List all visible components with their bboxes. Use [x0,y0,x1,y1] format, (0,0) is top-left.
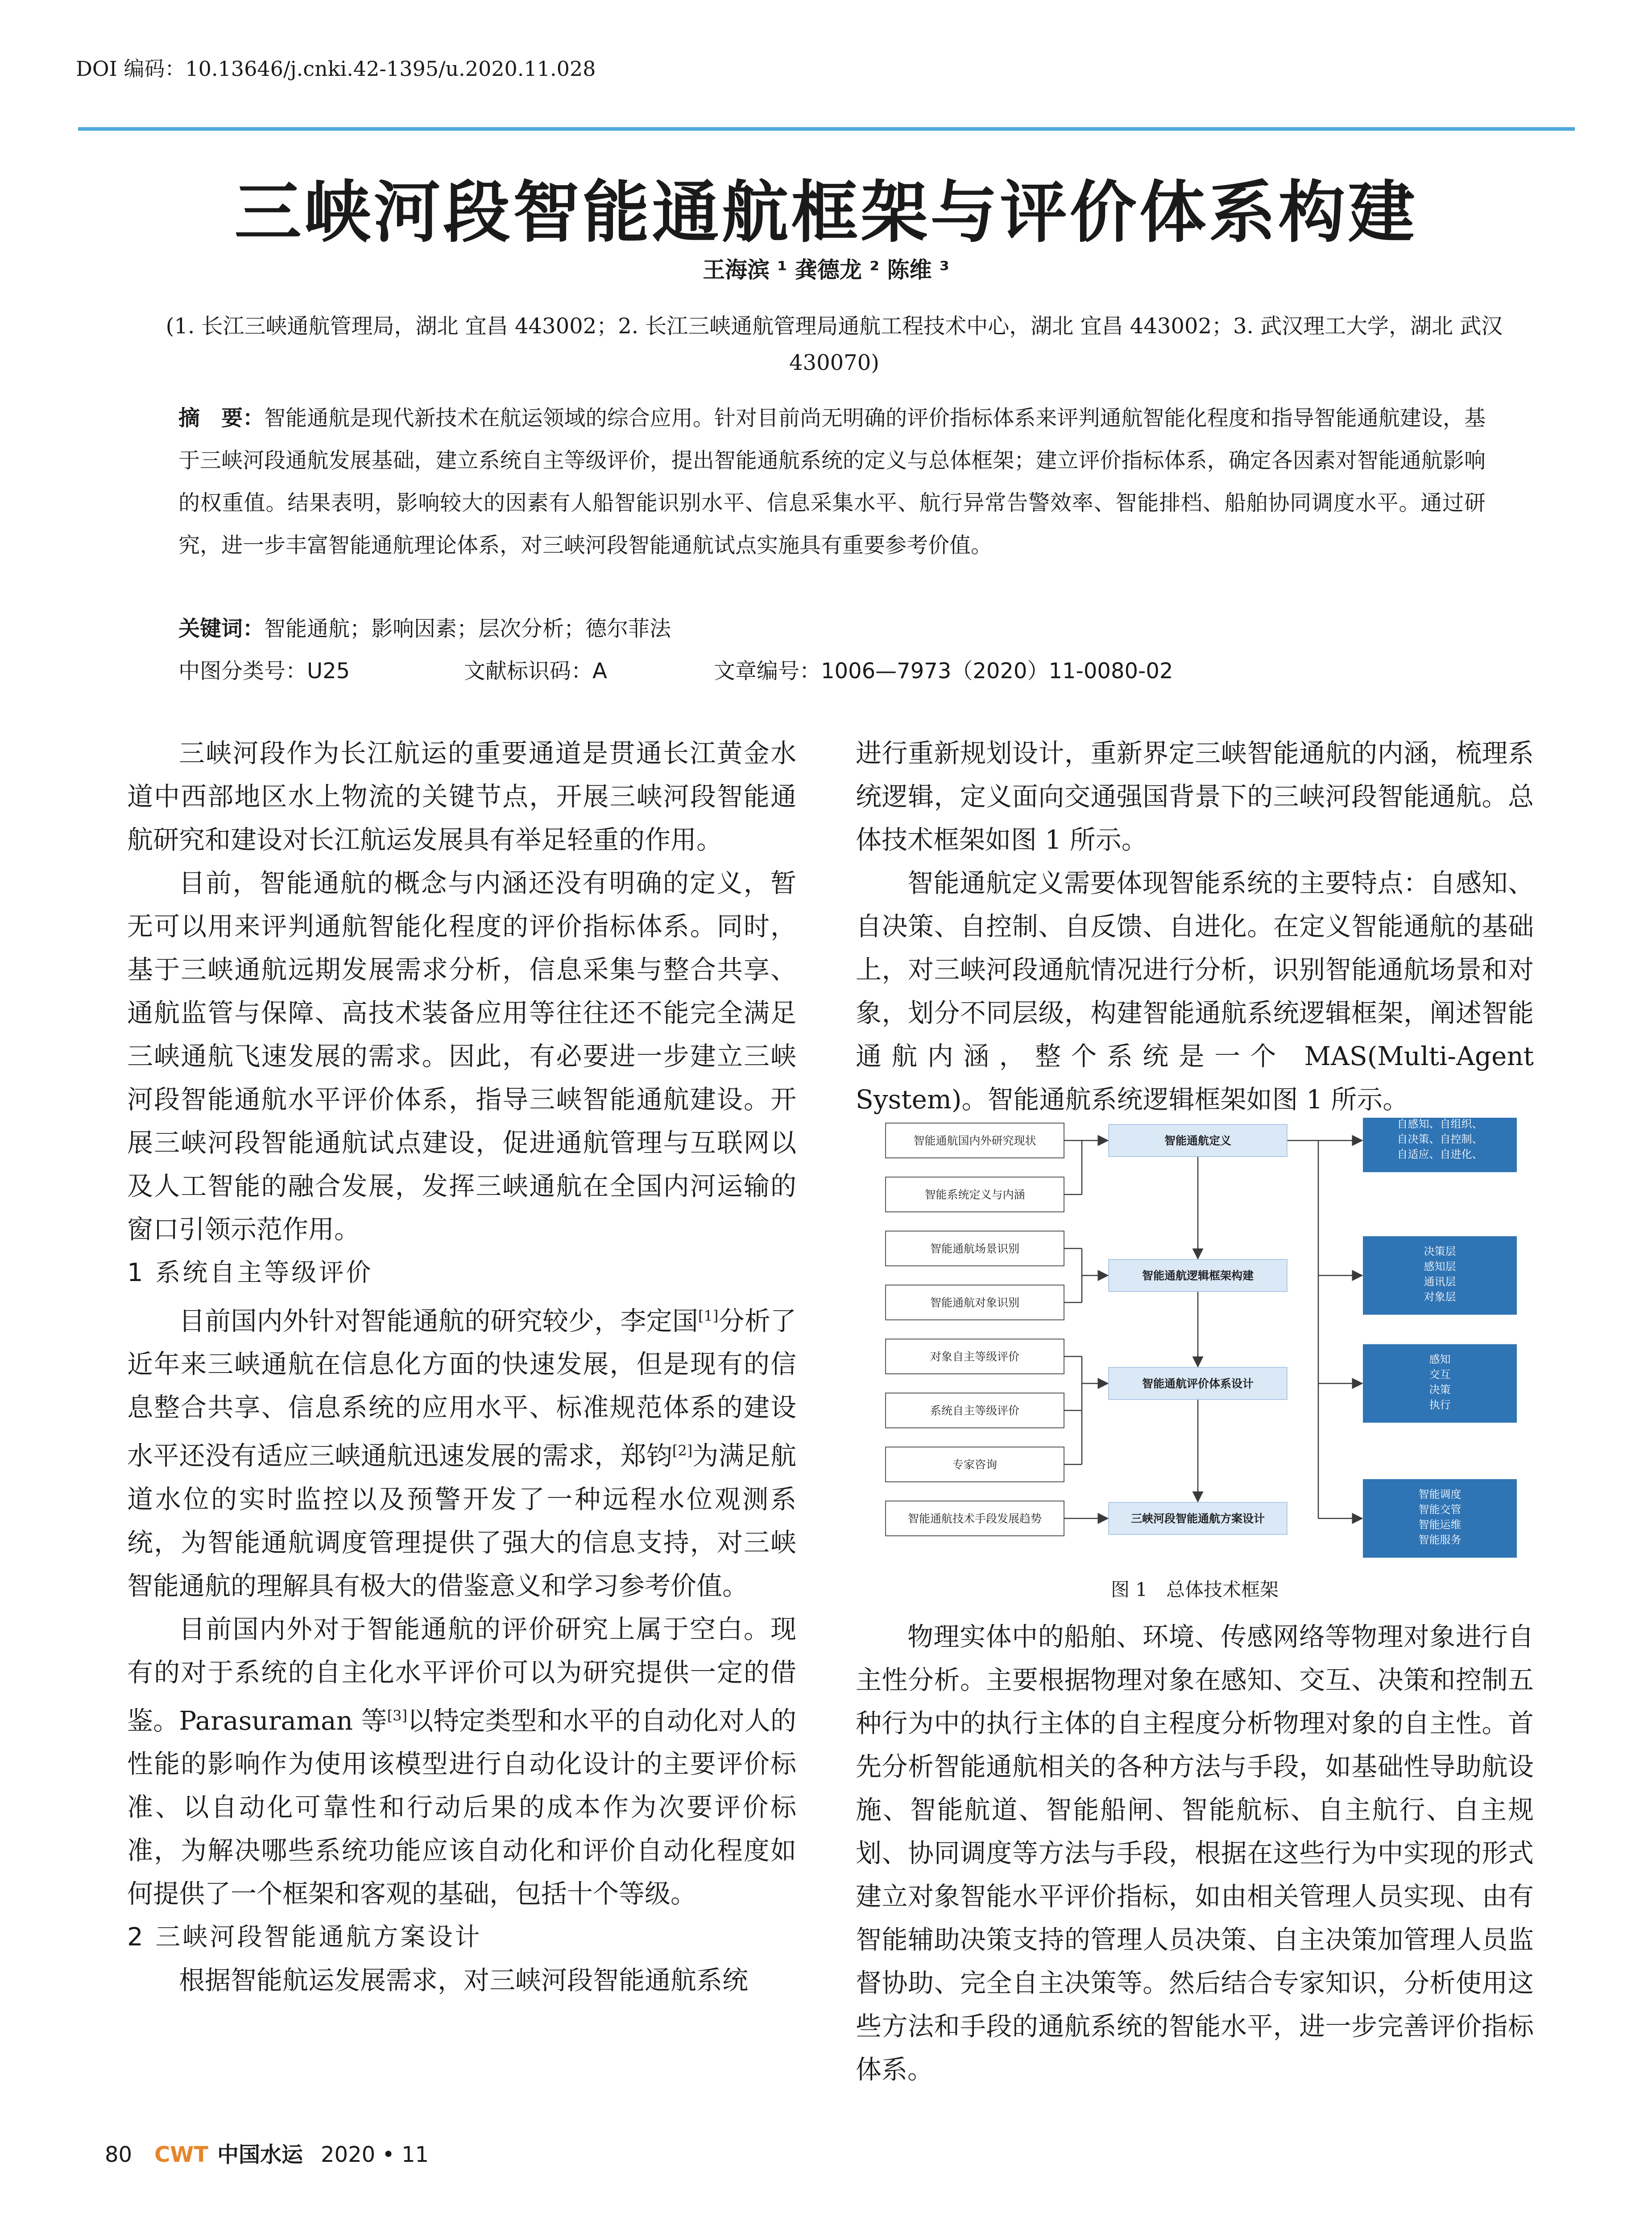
section-heading: 1 系统自主等级评价 [127,1258,373,1287]
issue-date: 2020 • 11 [321,2142,429,2167]
output-box-label: 智能调度 [1418,1488,1462,1501]
paragraph: 目前国内外针对智能通航的研究较少，李定国[1]分析了近年来三峡通航在信息化方面的快速发展，但是现有的信息整合共享、信息系统的应用水平、标准规范体系的建设水平还没有适应三峡通航迅速发展的需求，郑钧[2]为满足航道水位的实时监控以及预警开发了一种远程水位观测系统，为智能通航调度管理提供了强大的信息支持，对三峡智能通航的理解具有极大的借鉴意义和学习参考价值。 [127,1306,796,1601]
paragraph: 物理实体中的船舶、环境、传感网络等物理对象进行自主性分析。主要根据物理对象在感知、交互、决策和控制五种行为中的执行主体的自主程度分析物理对象的自主性。首先分析智能通航相关的各种方法与手段，如基础性导助航设施、智能航道、智能船闸、智能航标、自主航行、自主规划、协同调度等方法与手段，根据在这些行为中实现的形式建立对象智能水平评价指标，如由相关管理人员实现、由有智能辅助决策支持的管理人员决策、自主决策加管理人员监督协助、完全自主决策等。然后结合专家知识，分析使用这些方法和手段的通航系统的智能水平，进一步完善评价指标体系。 [856,1621,1534,2085]
paragraph: 目前，智能通航的概念与内涵还没有明确的定义，暂无可以用来评判通航智能化程度的评价指标体系。同时，基于三峡通航远期发展需求分析，信息采集与整合共享、通航监管与保障、高技术装备应用等往往还不能完全满足三峡通航飞速发展的需求。因此，有必要进一步建立三峡河段智能通航水平评价体系，指导三峡智能通航建设。开展三峡河段智能通航试点建设，促进通航管理与互联网以及人工智能的融合发展，发挥三峡通航在全国内河运输的窗口引领示范作用。 [127,868,796,1244]
output-box-label: 智能交管 [1418,1503,1462,1516]
keywords [178,611,1486,642]
output-box-label: 智能服务 [1418,1534,1462,1546]
right-column-top [856,732,1534,1121]
input-box-label: 智能通航国内外研究现状 [913,1134,1036,1147]
output-box-label: 通讯层 [1424,1275,1456,1288]
output-box-label: 决策 [1429,1383,1451,1396]
input-box-label: 系统自主等级评价 [930,1404,1020,1417]
output-box-label: 自适应、自进化、 [1397,1148,1483,1161]
process-box-label: 三峡河段智能通航方案设计 [1130,1512,1265,1525]
affiliations: (1. 长江三峡通航管理局，湖北 宜昌 443002；2. 长江三峡通航管理局通航工程技术中心，湖北 宜昌 443002；3. 武汉理工大学，湖北 武汉 430070) [166,314,1503,375]
document-code: 文献标识码：A [464,659,607,684]
page-footer [105,2137,429,2168]
output-box-label: 感知层 [1424,1260,1456,1273]
citation-ref[interactable]: [3] [387,1707,407,1724]
classification-line [178,654,1486,684]
authors: 王海滨 ¹ 龚德龙 ² 陈维 ³ [703,257,949,283]
input-box-label: 对象自主等级评价 [930,1350,1020,1363]
figure-caption: 图 1 总体技术框架 [1110,1579,1279,1601]
journal-logo: CWT [154,2142,208,2167]
input-box-label: 智能通航技术手段发展趋势 [907,1512,1042,1525]
framework-diagram [881,1118,1526,1559]
input-box-label: 智能系统定义与内涵 [924,1188,1025,1201]
citation-ref[interactable]: [1] [698,1307,719,1324]
abstract-label: 摘 要： [178,406,265,431]
output-box-label: 决策层 [1424,1245,1456,1258]
keywords-label: 关键词： [178,616,265,641]
input-box-label: 智能通航对象识别 [930,1296,1020,1309]
article-title: 三峡河段智能通航框架与评价体系构建 [234,174,1418,252]
section-heading: 2 三峡河段智能通航方案设计 [127,1922,482,1952]
process-box-label: 智能通航评价体系设计 [1142,1377,1254,1390]
paragraph: 根据智能航运发展需求，对三峡河段智能通航系统 [179,1965,749,1995]
output-box-label: 自决策、自控制、 [1397,1133,1483,1145]
output-box-label: 执行 [1429,1398,1451,1411]
doi-line: DOI 编码：10.13646/j.cnki.42-1395/u.2020.11.028 [76,57,596,81]
right-column-bottom [856,1615,1534,2091]
paragraph: 进行重新规划设计，重新界定三峡智能通航的内涵，梳理系统逻辑，定义面向交通强国背景下的三峡河段智能通航。总体技术框架如图 1 所示。 [856,738,1534,855]
output-box-label: 智能运维 [1418,1518,1462,1531]
abstract-text: 智能通航是现代新技术在航运领域的综合应用。针对目前尚无明确的评价指标体系来评判通航智能化程度和指导智能通航建设，基于三峡河段通航发展基础，建立系统自主等级评价，提出智能通航系统的定义与总体框架；建立评价指标体系，确定各因素对智能通航影响的权重值。结果表明，影响较大的因素有人船智能识别水平、信息采集水平、航行异常告警效率、智能排档、船舶协同调度水平。通过研究，进一步丰富智能通航理论体系，对三峡河段智能通航试点实施具有重要参考价值。 [178,406,1486,558]
output-box-label: 交互 [1429,1368,1451,1381]
left-column [127,732,796,2002]
citation-ref[interactable]: [2] [672,1442,693,1460]
abstract [178,397,1486,567]
header-rule [78,127,1575,131]
journal-name: 中国水运 [217,2142,303,2167]
paragraph: 目前国内外对于智能通航的评价研究上属于空白。现有的对于系统的自主化水平评价可以为研究提供一定的借鉴。Parasuraman 等[3]以特定类型和水平的自动化对人的性能的影响作为使用该模型进行自动化设计的主要评价标准、以自动化可靠性和行动后果的成本作为次要评价标准，为解决哪些系统功能应该自动化和评价自动化程度如何提供了一个框架和客观的基础，包括十个等级。 [127,1613,796,1909]
clc-number: 中图分类号：U25 [178,659,350,684]
article-number: 文章编号：1006—7973（2020）11-0080-02 [714,659,1173,684]
input-box-label: 专家咨询 [952,1458,998,1471]
process-box-label: 智能通航定义 [1164,1134,1232,1147]
paragraph: 三峡河段作为长江航运的重要通道是贯通长江黄金水道中西部地区水上物流的关键节点，开展三峡河段智能通航研究和建设对长江航运发展具有举足轻重的作用。 [127,738,796,855]
keywords-text: 智能通航；影响因素；层次分析；德尔菲法 [264,616,671,641]
output-box-label: 感知 [1429,1353,1451,1366]
input-box-label: 智能通航场景识别 [930,1242,1020,1255]
paragraph: 智能通航定义需要体现智能系统的主要特点：自感知、自决策、自控制、自反馈、自进化。在定义智能通航的基础上，对三峡河段通航情况进行分析，识别智能通航场景和对象，划分不同层级，构建智能通航系统逻辑框架，阐述智能通航内涵，整个系统是一个 MAS(Multi-Agent System)。智能通航系统逻辑框架如图 1 所示。 [856,868,1534,1115]
process-box-label: 智能通航逻辑框架构建 [1142,1269,1254,1282]
output-box-label: 自感知、自组织、 [1397,1118,1483,1130]
page-number: 80 [105,2142,132,2167]
output-box-label: 对象层 [1424,1290,1456,1303]
